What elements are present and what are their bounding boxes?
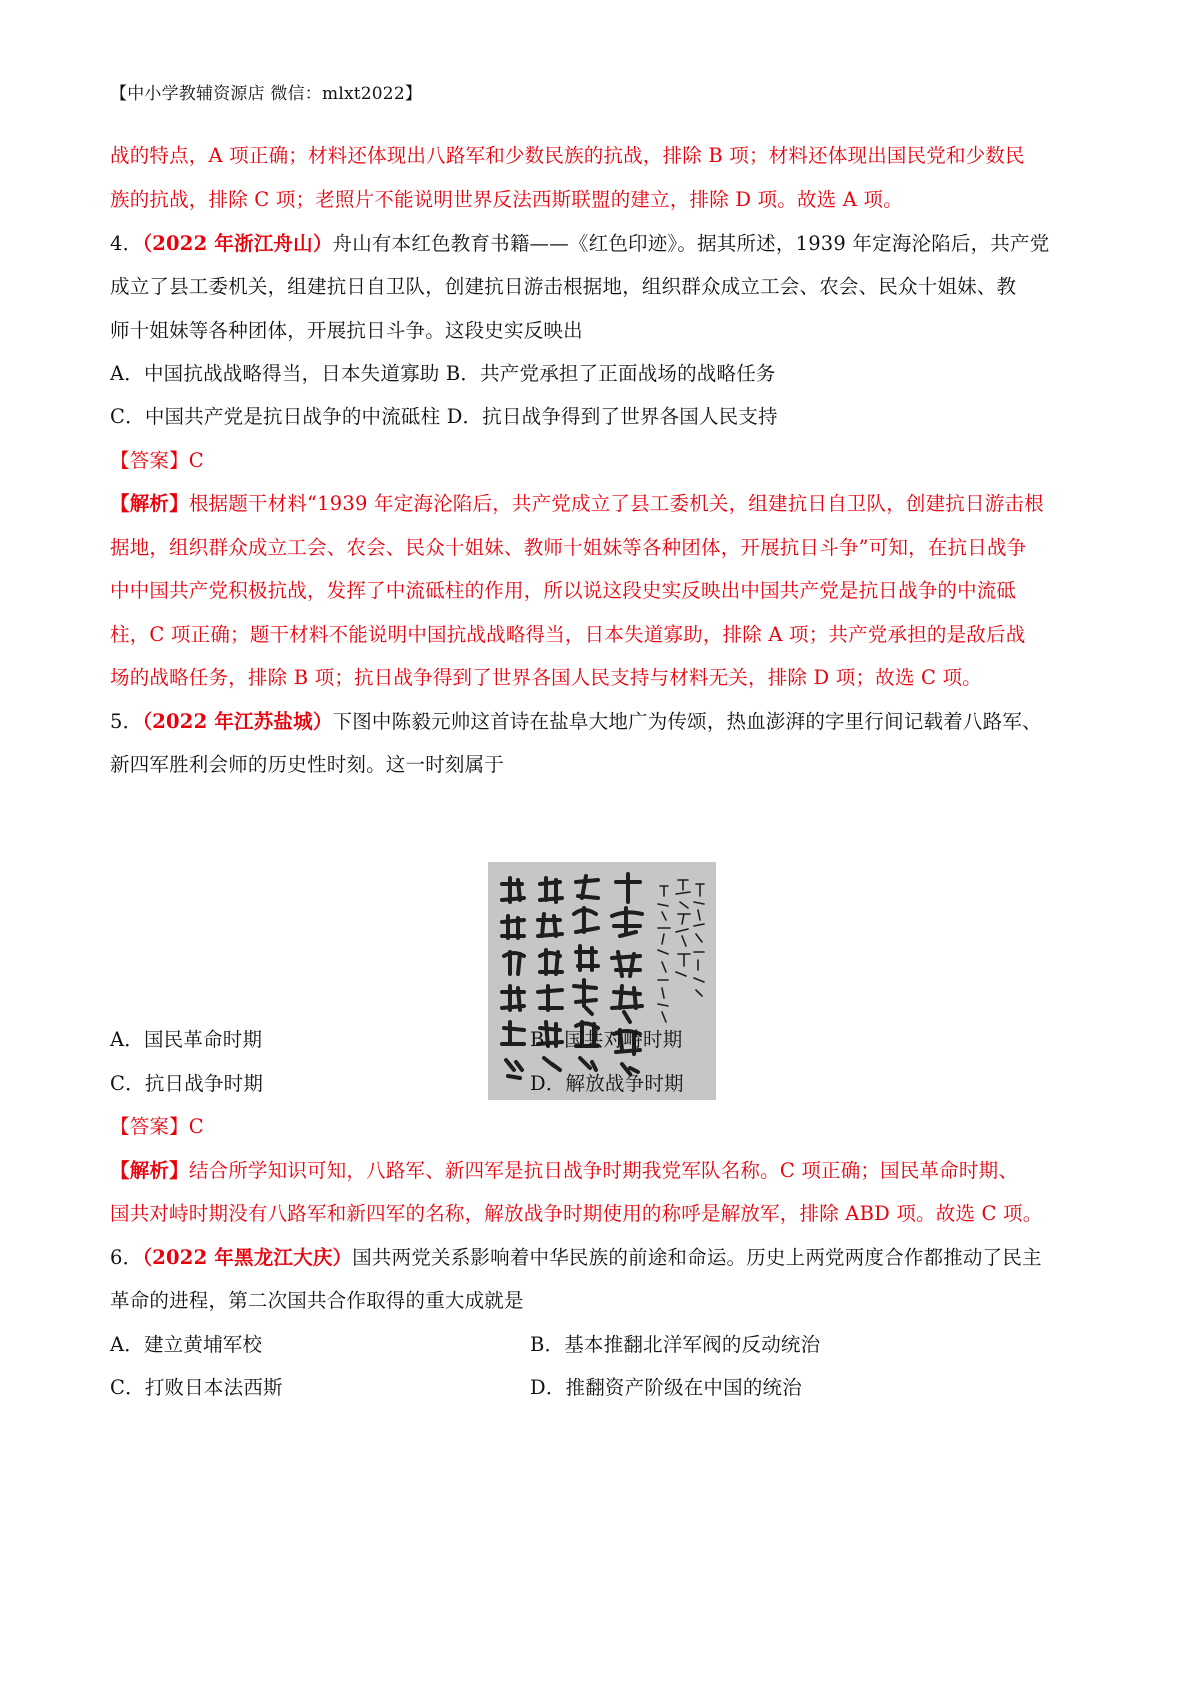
page-header: 【中小学教辅资源店 微信：mlxt2022】 (110, 84, 423, 104)
q6-option-b: B．基本推翻北洋军阀的反动统治 (530, 1333, 821, 1356)
q6-source: （2022 年黑龙江大庆） (142, 1246, 353, 1269)
q5-source: （2022 年江苏盐城） (142, 710, 333, 733)
q4-explanation-label: 【解析】 (110, 492, 189, 515)
q4-explanation-line-3: 中中国共产党积极抗战，发挥了中流砥柱的作用，所以说这段史实反映出中国共产党是抗日战争的中流砥 (110, 579, 1017, 602)
q5-option-c: C．抗日战争时期 (110, 1072, 264, 1095)
q4-explanation-line-5: 场的战略任务，排除 B 项；抗日战争得到了世界各国人民支持与材料无关，排除 D 项；故选 C 项。 (110, 666, 982, 689)
q4-options-line-1: A．中国抗战战略得当，日本失道寡助 B．共产党承担了正面战场的战略任务 (110, 362, 776, 385)
q5-explanation-line-1 (110, 1157, 1018, 1185)
q5-explanation-text-1: 结合所学知识可知，八路军、新四军是抗日战争时期我党军队名称。C 项正确；国民革命时期、 (188, 1159, 1019, 1182)
q5-answer: 【答案】C (110, 1115, 204, 1138)
q4-explanation-line-4: 柱，C 项正确；题干材料不能说明中国抗战战略得当，日本失道寡助，排除 A 项；共产党承担的是敌后战 (110, 623, 1026, 646)
q6-stem-line-2: 革命的进程，第二次国共合作取得的重大成就是 (110, 1289, 524, 1312)
q5-stem-line-1 (110, 708, 1042, 736)
q4-explanation-line-1 (110, 490, 1044, 518)
q4-stem-line-1 (110, 230, 1049, 258)
q4-explanation-text-1: 根据题干材料“1939 年定海沦陷后，共产党成立了县工委机关，组建抗日自卫队，创建抗日游击根 (188, 492, 1044, 515)
q4-options-line-2: C．中国共产党是抗日战争的中流砥柱 D．抗日战争得到了世界各国人民支持 (110, 405, 778, 428)
q4-stem-line-2: 成立了县工委机关，组建抗日自卫队，创建抗日游击根据地，组织群众成立工会、农会、民众十姐妹、教 (110, 275, 1017, 298)
q6-option-d: D．推翻资产阶级在中国的统治 (530, 1376, 802, 1399)
q4-stem-line-3: 师十姐妹等各种团体，开展抗日斗争。这段史实反映出 (110, 319, 583, 342)
q5-option-b: B．国共对峙时期 (530, 1028, 683, 1051)
prev-explanation-line-2: 族的抗战，排除 C 项；老照片不能说明世界反法西斯联盟的建立，排除 D 项。故选 A 项。 (110, 188, 903, 211)
q5-explanation-line-2: 国共对峙时期没有八路军和新四军的名称，解放战争时期使用的称呼是解放军，排除 ABD 项。故选 C 项。 (110, 1202, 1043, 1225)
q5-option-d: D．解放战争时期 (530, 1072, 684, 1095)
q6-option-c: C．打败日本法西斯 (110, 1376, 283, 1399)
q6-number: 6． (110, 1246, 143, 1269)
calligraphy-image (488, 862, 716, 1100)
q5-stem-line-2: 新四军胜利会师的历史性时刻。这一时刻属于 (110, 753, 505, 776)
q6-stem-line-1 (110, 1244, 1042, 1272)
q4-source: （2022 年浙江舟山） (142, 232, 333, 255)
q6-option-a: A．建立黄埔军校 (110, 1333, 263, 1356)
calligraphy-strokes (488, 862, 716, 1100)
q6-stem-text-1: 国共两党关系影响着中华民族的前途和命运。历史上两党两度合作都推动了民主 (352, 1246, 1042, 1269)
q5-number: 5． (110, 710, 143, 733)
q4-answer: 【答案】C (110, 449, 204, 472)
q4-explanation-line-2: 据地，组织群众成立工会、农会、民众十姐妹、教师十姐妹等各种团体，开展抗日斗争”可知，在抗日战争 (110, 536, 1027, 559)
q4-number: 4． (110, 232, 143, 255)
prev-explanation-line-1: 战的特点，A 项正确；材料还体现出八路军和少数民族的抗战，排除 B 项；材料还体现出国民党和少数民 (110, 144, 1025, 167)
q5-explanation-label: 【解析】 (110, 1159, 189, 1182)
q5-stem-text-1: 下图中陈毅元帅这首诗在盐阜大地广为传颂，热血澎湃的字里行间记载着八路军、 (332, 710, 1042, 733)
q4-stem-text-1: 舟山有本红色教育书籍——《红色印迹》。据其所述，1939 年定海沦陷后，共产党 (332, 232, 1050, 255)
q5-option-a: A．国民革命时期 (110, 1028, 263, 1051)
